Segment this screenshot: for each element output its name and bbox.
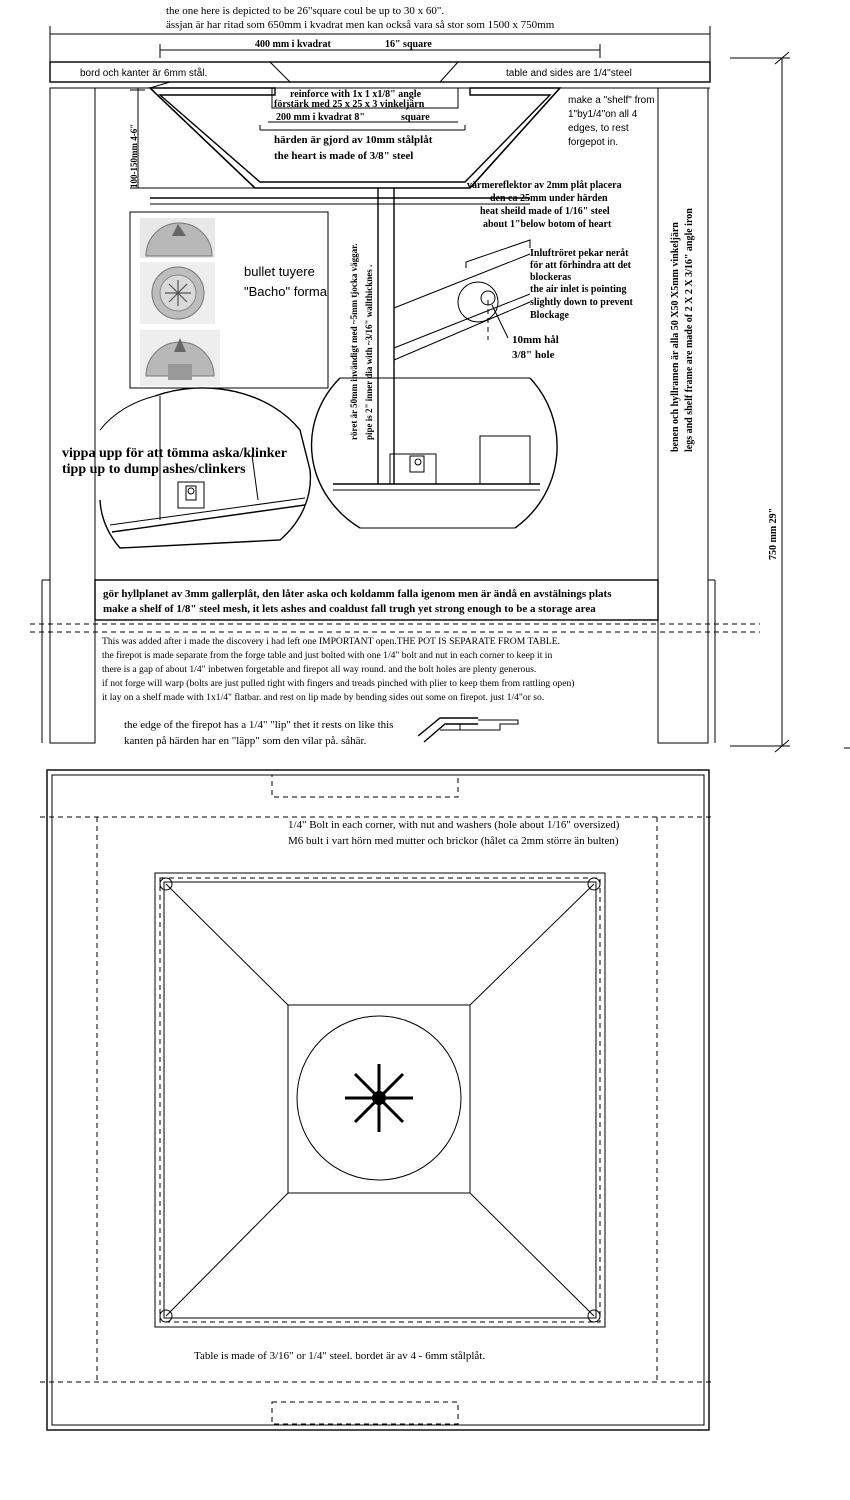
right-leg: [658, 88, 708, 743]
table-note-english: table and sides are 1/4"steel: [506, 68, 632, 79]
plan-tab-top: [272, 775, 458, 797]
left-leg: [50, 88, 95, 743]
frame-note-swedish: benen och hyllramen är alla 50 X50 X5mm vinkeljärn: [670, 222, 681, 452]
lip-note-english: the edge of the firepot has a 1/4" "lip" thet it rests on like this: [124, 719, 394, 731]
dim-200mm: 200 mm i kvadrat 8": [276, 112, 365, 123]
dim-750mm: 750 mm 29": [768, 507, 779, 560]
hole-imperial: 3/8" hole: [512, 349, 555, 361]
tuyere-round-icon: [140, 262, 215, 324]
pipe-swedish: röret är 50mm invändigt med ~5mm tjocka väggar.: [349, 243, 359, 440]
dump-note-swedish: vippa upp för att tömma aska/klinker: [62, 446, 287, 461]
shelf-note-3: edges, to rest: [568, 123, 629, 134]
shelf-note-1: make a "shelf" from: [568, 95, 655, 106]
bolt-note-swedish: M6 bult i vart hörn med mutter och brickor (hålet ca 2mm större än bulten): [288, 835, 619, 847]
bolt-note-english: 1/4" Bolt in each corner, with nut and washers (hole about 1/16" oversized): [288, 819, 620, 831]
lip-note-swedish: kanten på härden har en "läpp" som den vilar på. såhär.: [124, 735, 367, 747]
dim-square: square: [401, 112, 430, 123]
hearth-swedish: härden är gjord av 10mm stålplåt: [274, 134, 433, 146]
table-material-note: Table is made of 3/16" or 1/4" steel. bordet är av 4 - 6mm stålplåt.: [194, 1350, 486, 1362]
air-inlet-1: Inluftröret pekar neråt: [530, 248, 629, 259]
dim-16in: 16" square: [385, 39, 432, 50]
air-inlet-5: slightly down to prevent: [530, 297, 633, 308]
separate-note-2: the firepot is made separate from the forge table and just bolted with one 1/4" bolt and nut in each corner to keep it in: [102, 650, 553, 661]
air-inlet-6: Blockage: [530, 310, 569, 321]
air-inlet-4: the air inlet is pointing: [530, 284, 627, 295]
air-inlet-2: för att förhindra att det: [530, 260, 631, 271]
tuyere-top-view-icon: [140, 218, 215, 258]
forge-plan-view: [40, 770, 715, 1430]
top-note-1: the one here is depicted to be 26"square coul be up to 30 x 60".: [166, 5, 445, 17]
tuyere-photo-panel: [130, 212, 328, 388]
mesh-shelf-swedish: gör hyllplanet av 3mm gallerplåt, den låter aska och koldamm falla igenom men är ändå en avstälnings plats: [103, 588, 612, 600]
air-pipe: [378, 188, 394, 484]
heat-shield-2: den ca 25mm under härden: [490, 193, 608, 204]
heat-shield-4: about 1"below botom of heart: [483, 219, 612, 230]
dump-note-english: tipp up to dump ashes/clinkers: [62, 462, 246, 477]
mesh-shelf-english: make a shelf of 1/8" steel mesh, it lets ashes and coaldust fall trugh yet strong enough to be a storage area: [103, 603, 596, 615]
depth-dimension: [130, 88, 255, 188]
heat-shield-1: värmereflektor av 2mm plåt placera: [467, 180, 622, 191]
dim-400mm: 400 mm i kvadrat: [255, 39, 331, 50]
top-note-2: ässjan är har ritad som 650mm i kvadrat men kan också vara så stor som 1500 x 750mm: [166, 19, 555, 31]
tuyere-section-icon: [140, 330, 220, 386]
hearth-english: the heart is made of 3/8" steel: [274, 150, 414, 162]
heat-shield: [150, 198, 530, 204]
tuyere-label-1: bullet tuyere: [244, 264, 315, 279]
dim-depth: 100-150mm 4-6": [129, 123, 139, 188]
tuyere-label-2: "Bacho" forma: [244, 284, 327, 299]
reinforce-english: reinforce with 1x 1 x1/8" angle: [290, 89, 422, 100]
separate-note-1: This was added after i made the discovery i had left one IMPORTANT open.THE POT IS SEPARATE FROM TABLE.: [102, 636, 560, 647]
separate-note-3: there is a gap of about 1/4" inbetwen forgetable and firepot all way round. and the bolt holes are plenty generous.: [102, 664, 537, 675]
separate-note-5: it lay on a shelf made with 1x1/4" flatbar. and rest on lip made by bending sides out some on firepot. just 1/4"or so.: [102, 692, 545, 703]
frame-note-english: legs and shelf frame are made of 2 X 2 X 3/16" angle iron: [684, 208, 695, 452]
hole-metric: 10mm hål: [512, 334, 559, 346]
lip-profile-icon: [418, 718, 518, 742]
heat-shield-3: heat sheild made of 1/16" steel: [480, 206, 610, 217]
height-dimension: [730, 52, 790, 752]
reinforce-swedish: förstärk med 25 x 25 x 3 vinkeljärn: [274, 99, 425, 110]
pipe-english: pipe is 2" inner dia with ~3/16" wallthicknes .: [364, 264, 374, 440]
shelf-note-2: 1"by1/4"on all 4: [568, 109, 638, 120]
separate-note-4: if not forge will warp (bolts are just pulled tight with fingers and treads pinched with plier to keep them from rattling open): [102, 678, 575, 689]
firepot: [150, 62, 560, 188]
overall-width-dimension: [50, 26, 710, 62]
table-note-swedish: bord och kanter är 6mm stål.: [80, 68, 208, 79]
shelf-note-4: forgepot in.: [568, 137, 619, 148]
air-inlet-pipe: [394, 240, 530, 360]
air-inlet-3: blockeras: [530, 272, 572, 283]
plan-tab-bottom: [272, 1402, 458, 1424]
